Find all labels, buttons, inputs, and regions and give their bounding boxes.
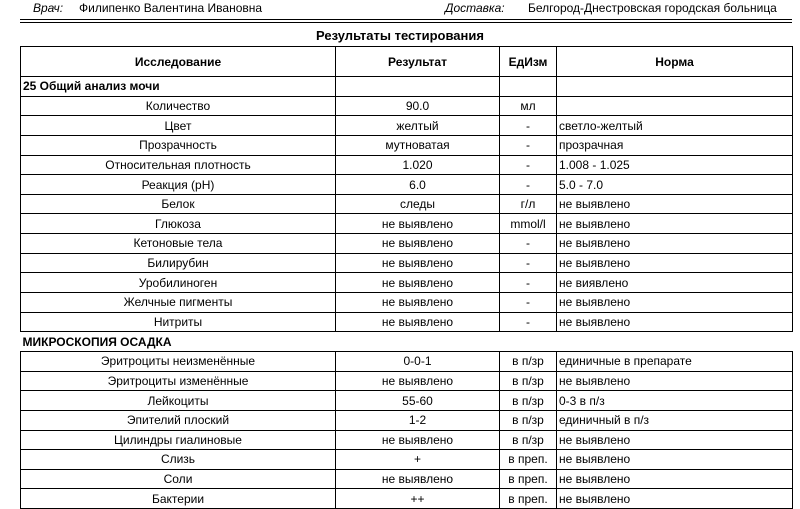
- cell-test: Относительная плотность: [21, 155, 336, 175]
- cell-result: не выявлено: [336, 214, 500, 234]
- cell-result: 0-0-1: [336, 351, 500, 371]
- cell-unit: mmol/l: [500, 214, 557, 234]
- cell-unit: -: [500, 312, 557, 332]
- cell-norm: не выявлено: [557, 489, 793, 509]
- header-divider-top: [20, 19, 792, 20]
- doctor-name: Филипенко Валентина Ивановна: [79, 1, 263, 15]
- cell-norm: не выявлено: [557, 450, 793, 470]
- cell-unit: в п/зр: [500, 430, 557, 450]
- cell-result: не выявлено: [336, 273, 500, 293]
- cell-norm: не выявлено: [557, 371, 793, 391]
- cell-result: +: [336, 450, 500, 470]
- cell-unit: -: [500, 175, 557, 195]
- cell-unit: в преп.: [500, 450, 557, 470]
- cell-result: 1-2: [336, 410, 500, 430]
- delivery-value: Белгород-Днестровская городская больница: [528, 1, 777, 15]
- table-row: [21, 410, 793, 430]
- section-empty-cell: [557, 77, 793, 97]
- cell-test: Желчные пигменты: [21, 293, 336, 313]
- cell-result: мутноватая: [336, 135, 500, 155]
- table-row: [21, 351, 793, 371]
- cell-norm: [557, 96, 793, 116]
- cell-unit: -: [500, 273, 557, 293]
- cell-unit: мл: [500, 96, 557, 116]
- page-title: Результаты тестирования: [316, 28, 484, 43]
- section-row-microscopy: [21, 332, 793, 352]
- cell-result: 1.020: [336, 155, 500, 175]
- cell-test: Эпителий плоский: [21, 410, 336, 430]
- header-divider-bottom: [20, 22, 792, 23]
- table-row: [21, 312, 793, 332]
- cell-norm: единичный в п/з: [557, 410, 793, 430]
- col-header-unit: ЕдИзм: [500, 47, 557, 77]
- results-table: [20, 46, 793, 509]
- section-empty-cell: [336, 77, 500, 97]
- cell-test: Цвет: [21, 116, 336, 136]
- cell-norm: не выявлено: [557, 430, 793, 450]
- cell-result: 6.0: [336, 175, 500, 195]
- cell-test: Бактерии: [21, 489, 336, 509]
- cell-test: Количество: [21, 96, 336, 116]
- cell-unit: -: [500, 116, 557, 136]
- table-row: [21, 273, 793, 293]
- cell-norm: не выявлено: [557, 194, 793, 214]
- col-header-norm: Норма: [557, 47, 793, 77]
- cell-test: Белок: [21, 194, 336, 214]
- cell-norm: 1.008 - 1.025: [557, 155, 793, 175]
- cell-test: Лейкоциты: [21, 391, 336, 411]
- cell-norm: не выявлено: [557, 469, 793, 489]
- table-body: [21, 77, 793, 509]
- cell-result: не выявлено: [336, 253, 500, 273]
- col-header-test: Исследование: [21, 47, 336, 77]
- cell-unit: -: [500, 234, 557, 254]
- cell-unit: в п/зр: [500, 371, 557, 391]
- table-row: [21, 430, 793, 450]
- cell-norm: не виявлено: [557, 273, 793, 293]
- cell-test: Эритроциты неизменённые: [21, 351, 336, 371]
- table-row: [21, 135, 793, 155]
- cell-test: Эритроциты изменённые: [21, 371, 336, 391]
- cell-norm: не выявлено: [557, 214, 793, 234]
- table-row: [21, 391, 793, 411]
- cell-test: Нитриты: [21, 312, 336, 332]
- table-row: [21, 234, 793, 254]
- cell-test: Слизь: [21, 450, 336, 470]
- table-row: [21, 96, 793, 116]
- cell-unit: в п/зр: [500, 410, 557, 430]
- table-row: [21, 253, 793, 273]
- section-title: 25 Общий анализ мочи: [21, 77, 336, 97]
- cell-norm: 5.0 - 7.0: [557, 175, 793, 195]
- section-row-urinalysis: [21, 77, 793, 97]
- cell-norm: не выявлено: [557, 293, 793, 313]
- table-row: [21, 293, 793, 313]
- cell-unit: -: [500, 135, 557, 155]
- cell-norm: не выявлено: [557, 234, 793, 254]
- cell-test: Уробилиноген: [21, 273, 336, 293]
- cell-unit: в п/зр: [500, 351, 557, 371]
- cell-unit: -: [500, 253, 557, 273]
- table-row: [21, 214, 793, 234]
- table-row: [21, 194, 793, 214]
- table-row: [21, 116, 793, 136]
- delivery-label: Доставка:: [445, 1, 505, 15]
- cell-result: 90.0: [336, 96, 500, 116]
- table-row: [21, 155, 793, 175]
- cell-unit: -: [500, 293, 557, 313]
- section-title: МИКРОСКОПИЯ ОСАДКА: [21, 332, 793, 352]
- cell-unit: г/л: [500, 194, 557, 214]
- cell-result: желтый: [336, 116, 500, 136]
- cell-test: Прозрачность: [21, 135, 336, 155]
- cell-result: не выявлено: [336, 469, 500, 489]
- table-row: [21, 489, 793, 509]
- cell-unit: в преп.: [500, 489, 557, 509]
- cell-result: следы: [336, 194, 500, 214]
- cell-norm: не выявлено: [557, 253, 793, 273]
- col-header-result: Результат: [336, 47, 500, 77]
- cell-unit: -: [500, 155, 557, 175]
- table-row: [21, 469, 793, 489]
- cell-test: Цилиндры гиалиновые: [21, 430, 336, 450]
- table-row: [21, 175, 793, 195]
- doctor-label: Врач:: [33, 1, 64, 15]
- cell-norm: единичные в препарате: [557, 351, 793, 371]
- table-row: [21, 371, 793, 391]
- cell-norm: светло-желтый: [557, 116, 793, 136]
- section-empty-cell: [500, 77, 557, 97]
- cell-norm: не выявлено: [557, 312, 793, 332]
- cell-result: не выявлено: [336, 293, 500, 313]
- cell-test: Соли: [21, 469, 336, 489]
- cell-test: Глюкоза: [21, 214, 336, 234]
- cell-result: не выявлено: [336, 430, 500, 450]
- table-row: [21, 450, 793, 470]
- cell-test: Реакция (pH): [21, 175, 336, 195]
- cell-result: не выявлено: [336, 371, 500, 391]
- cell-test: Билирубин: [21, 253, 336, 273]
- table-header-row: [21, 47, 793, 77]
- cell-result: не выявлено: [336, 312, 500, 332]
- cell-norm: 0-3 в п/з: [557, 391, 793, 411]
- cell-norm: прозрачная: [557, 135, 793, 155]
- cell-result: 55-60: [336, 391, 500, 411]
- cell-unit: в п/зр: [500, 391, 557, 411]
- cell-unit: в преп.: [500, 469, 557, 489]
- cell-test: Кетоновые тела: [21, 234, 336, 254]
- cell-result: не выявлено: [336, 234, 500, 254]
- cell-result: ++: [336, 489, 500, 509]
